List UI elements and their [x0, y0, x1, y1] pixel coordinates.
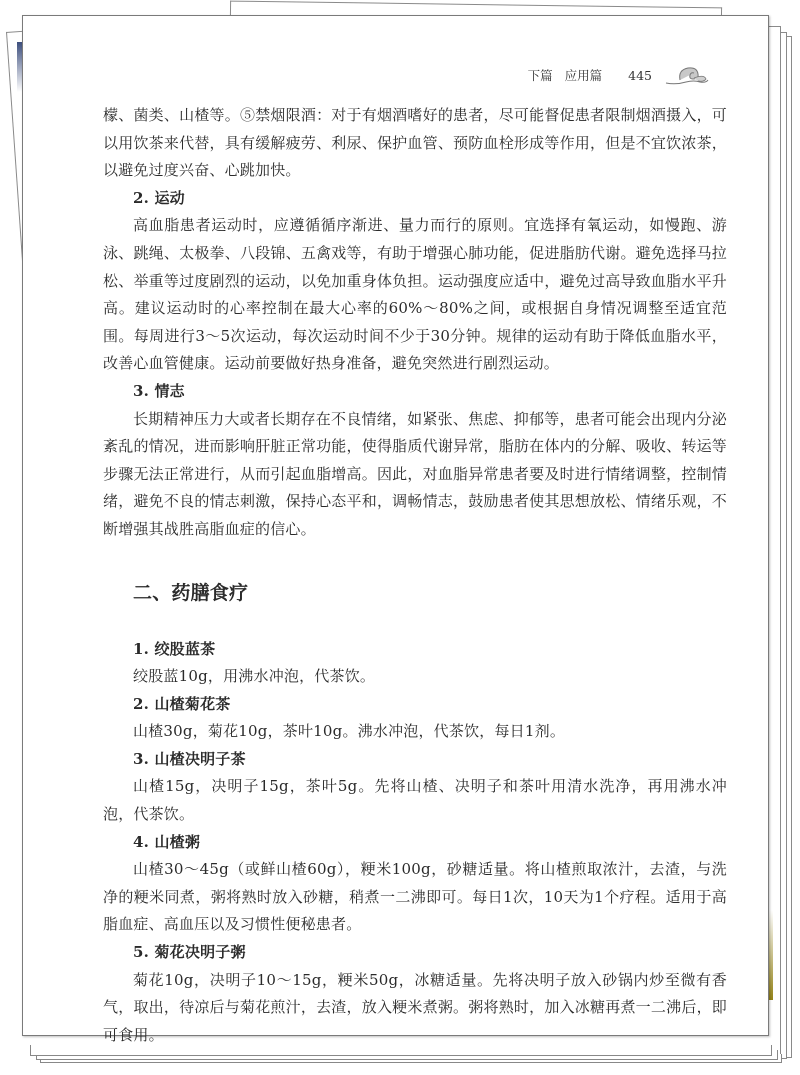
book-page	[22, 15, 769, 1044]
back-page-right-1	[768, 26, 781, 1058]
recipe-body: 菊花10g，决明子10～15g，粳米50g，冰糖适量。先将决明子放入砂锅内炒至微有香气，取出，待凉后与菊花煎汁，去渣，放入粳米煮粥。粥将熟时，加入冰糖再煮一二沸后，即可食用。	[103, 970, 727, 1044]
recipe-title: 3. 山楂决明子茶	[133, 749, 246, 768]
emotion-heading: 3. 情志	[133, 381, 185, 400]
part-label: 下篇	[527, 68, 553, 83]
recipe-body: 山楂15g，决明子15g，茶叶5g。先将山楂、决明子和茶叶用清水洗净，再用沸水冲泡，代茶饮。	[103, 777, 727, 824]
emotion-paragraph: 长期精神压力大或者长期存在不良情绪，如紧张、焦虑、抑郁等，患者可能会出现内分泌紊乱的情况，进而影响肝脏正常功能，使得脂质代谢异常，脂肪在体内的分解、吸收、转运等步骤无法正常进行，从而引起血脂增高。因此，对血脂异常患者要及时进行情绪调整，控制情绪，避免不良的情志刺激，保持心态平和，调畅情志，鼓励患者使其思想放松、情绪乐观，不断增强其战胜高脂血症的信心。	[103, 409, 727, 538]
recipe-title: 5. 菊花决明子粥	[133, 943, 246, 962]
recipe-title: 1. 绞股蓝茶	[133, 639, 216, 658]
gold-edge-strip	[769, 910, 773, 1000]
page-content	[103, 102, 727, 1049]
recipe-body: 山楂30g，菊花10g，茶叶10g。沸水冲泡，代茶饮，每日1剂。	[133, 722, 566, 741]
intro-paragraph: 檬、菌类、山楂等。⑤禁烟限酒：对于有烟酒嗜好的患者，尽可能督促患者限制烟酒摄入，可以用饮茶来代替，具有缓解疲劳、利尿、保护血管、预防血栓形成等作用，但是不宜饮浓茶，以避免过度兴奋、心跳加快。	[103, 106, 727, 180]
running-header	[528, 64, 710, 86]
section-title: 二、药膳食疗	[133, 581, 249, 604]
recipe-body: 绞股蓝10g，用沸水冲泡，代茶饮。	[133, 667, 376, 686]
page-number: 445	[628, 67, 652, 83]
cloud-ornament-icon	[664, 64, 710, 86]
recipe-title: 4. 山楂粥	[133, 832, 201, 851]
recipe-title: 2. 山楂菊花茶	[133, 694, 231, 713]
back-page-right-2	[780, 32, 787, 1059]
recipe-body: 山楂30～45g（或鲜山楂60g），粳米100g，砂糖适量。将山楂煎取浓汁，去渣，与洗净的粳米同煮，粥将熟时放入砂糖，稍煮一二沸即可。每日1次，10天为1个疗程。适用于高脂血症、高血压以及习惯性便秘患者。	[103, 860, 727, 934]
chapter-label: 应用篇	[564, 68, 603, 83]
exercise-paragraph: 高血脂患者运动时，应遵循循序渐进、量力而行的原则。宜选择有氧运动，如慢跑、游泳、跳绳、太极拳、八段锦、五禽戏等，有助于增强心肺功能，促进脂肪代谢。避免选择马拉松、举重等过度剧烈的运动，以免加重身体负担。运动强度应适中，避免过高导致血脂水平升高。建议运动时的心率控制在最大心率的60%～80%之间，或根据自身情况调整至适宜范围。每周进行3～5次运动，每次运动时间不少于30分钟。规律的运动有助于降低血脂水平，改善心血管健康。运动前要做好热身准备，避免突然进行剧烈运动。	[103, 216, 727, 373]
exercise-heading: 2. 运动	[133, 188, 185, 207]
